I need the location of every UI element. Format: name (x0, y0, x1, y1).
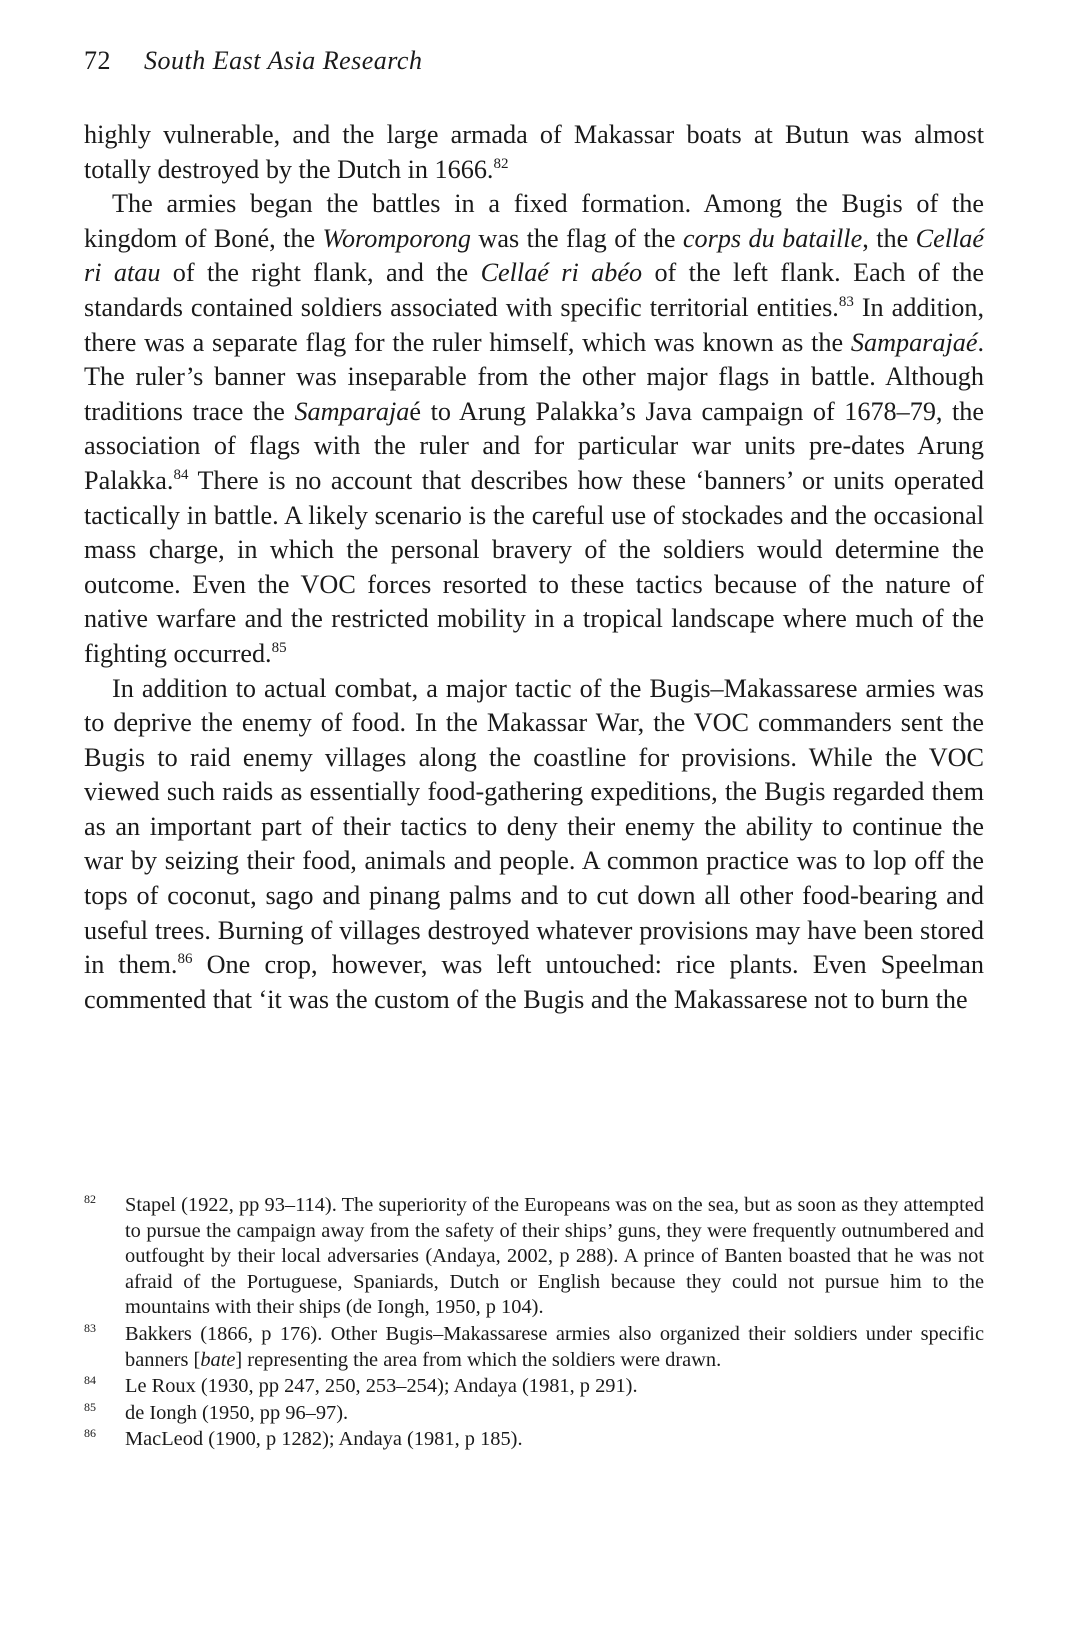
italic-term: Cellaé ri atau (84, 223, 984, 288)
footnotes (84, 1193, 984, 1454)
footnote-text: Stapel (1922, pp 93–114). The superiority of the Europeans was on the sea, but as soon as they attempted to pursue the campaign away from the safety of their ships’ guns, they were frequently outnumbered and outfought by their local adversaries (Andaya, 2002, p 288). A prince of Banten boasted that he was not afraid of the Portuguese, Spaniards, Dutch or English because they could not pursue him to the mountains with their ships (de Iongh, 1950, p 104). (125, 1194, 984, 1319)
journal-title: South East Asia Research (144, 46, 423, 75)
page-number: 72 (84, 46, 111, 75)
footnote-ref-84: 84 (173, 466, 189, 483)
text-run: The armies began the battles in a fixed formation. Among the Bugis of the kingdom of Boné, the (84, 189, 984, 253)
text-run: In addition to actual combat, a major tactic of the Bugis–Makassarese armies was to deprive the enemy of food. In the Makassar War, the VOC commanders sent the Bugis to raid enemy villages along the coastline for provisions. While the VOC viewed such raids as essentially food-gathering expeditions, the Bugis regarded them as an important part of their tactics to deny their enemy the ability to continue the war by seizing their food, animals and people. A common practice was to lop off the tops of coconut, sago and pinang palms and to cut down all other food-bearing and useful trees. Burning of villages destroyed whatever provisions may have been stored in them. (84, 673, 984, 980)
footnote-82 (84, 1193, 984, 1321)
text-run: . The ruler’s banner was inseparable from the other major flags in battle. Although traditions trace the (84, 327, 984, 426)
text-run: highly vulnerable, and the large armada of Makassar boats at Butun was almost totally destroyed by the Dutch in 1666. (84, 120, 984, 184)
footnote-text (125, 1323, 984, 1371)
text-run: ] representing the area from which the soldiers were drawn. (235, 1348, 722, 1371)
body-text (84, 118, 984, 1017)
italic-term: Cellaé ri abéo (480, 258, 643, 288)
text-run: In addition, there was a separate flag for the ruler himself, which was known as the (84, 292, 985, 357)
running-head (84, 46, 422, 76)
footnote-text: Le Roux (1930, pp 247, 250, 253–254); Andaya (1981, p 291). (125, 1375, 638, 1398)
text-run: , the (862, 223, 916, 253)
text-run: One crop, however, was left untouched: rice plants. Even Speelman commented that ‘it was the custom of the Bugis and the Makassarese not to burn the (84, 950, 985, 1014)
text-run: of the right flank, and the (160, 258, 481, 288)
footnote-85 (84, 1401, 984, 1427)
italic-term: Woromporong (322, 223, 471, 253)
footnote-84 (84, 1374, 984, 1400)
footnote-number: 82 (84, 1192, 96, 1206)
footnote-ref-82: 82 (493, 155, 509, 172)
paragraph-1 (84, 118, 984, 187)
italic-term: corps du bataille (682, 223, 863, 253)
footnote-text: MacLeod (1900, p 1282); Andaya (1981, p 185). (125, 1428, 523, 1451)
footnote-number: 86 (84, 1426, 96, 1441)
text-run: Bakkers (1866, p 176). Other Bugis–Makassarese armies also organized their soldiers under specific banners [ (125, 1322, 984, 1371)
paragraph-2 (84, 187, 984, 671)
paragraph-3 (84, 672, 984, 1018)
footnote-ref-86: 86 (177, 951, 193, 968)
footnote-83 (84, 1322, 984, 1373)
text-run: of the left flank. Each of the standards contained soldiers associated with specific territorial entities. (84, 258, 984, 322)
italic-term: Samparajaé (850, 327, 978, 357)
footnote-ref-83: 83 (838, 293, 854, 310)
text-run: was the flag of the (470, 223, 683, 253)
footnote-86 (84, 1427, 984, 1453)
footnote-text: de Iongh (1950, pp 96–97). (125, 1401, 349, 1424)
footnote-number: 84 (84, 1373, 96, 1388)
text-run: é to Arung Palakka’s Java campaign of 1678–79, the association of flags with the ruler and for particular war units pre-dates Arung Palakka. (84, 396, 985, 495)
italic-term: Samparaja (294, 396, 410, 426)
footnote-ref-85: 85 (271, 639, 287, 656)
italic-term: bate (200, 1348, 236, 1371)
footnote-number: 83 (84, 1320, 96, 1335)
footnote-number: 85 (84, 1399, 96, 1414)
text-run: There is no account that describes how these ‘banners’ or units operated tactically in battle. A likely scenario is the careful use of stockades and the occasional mass charge, in which the personal bravery of the soldiers would determine the outcome. Even the VOC forces resorted to these tactics because of the nature of native warfare and the restricted mobility in a tropical landscape where much of the fighting occurred. (84, 465, 984, 668)
